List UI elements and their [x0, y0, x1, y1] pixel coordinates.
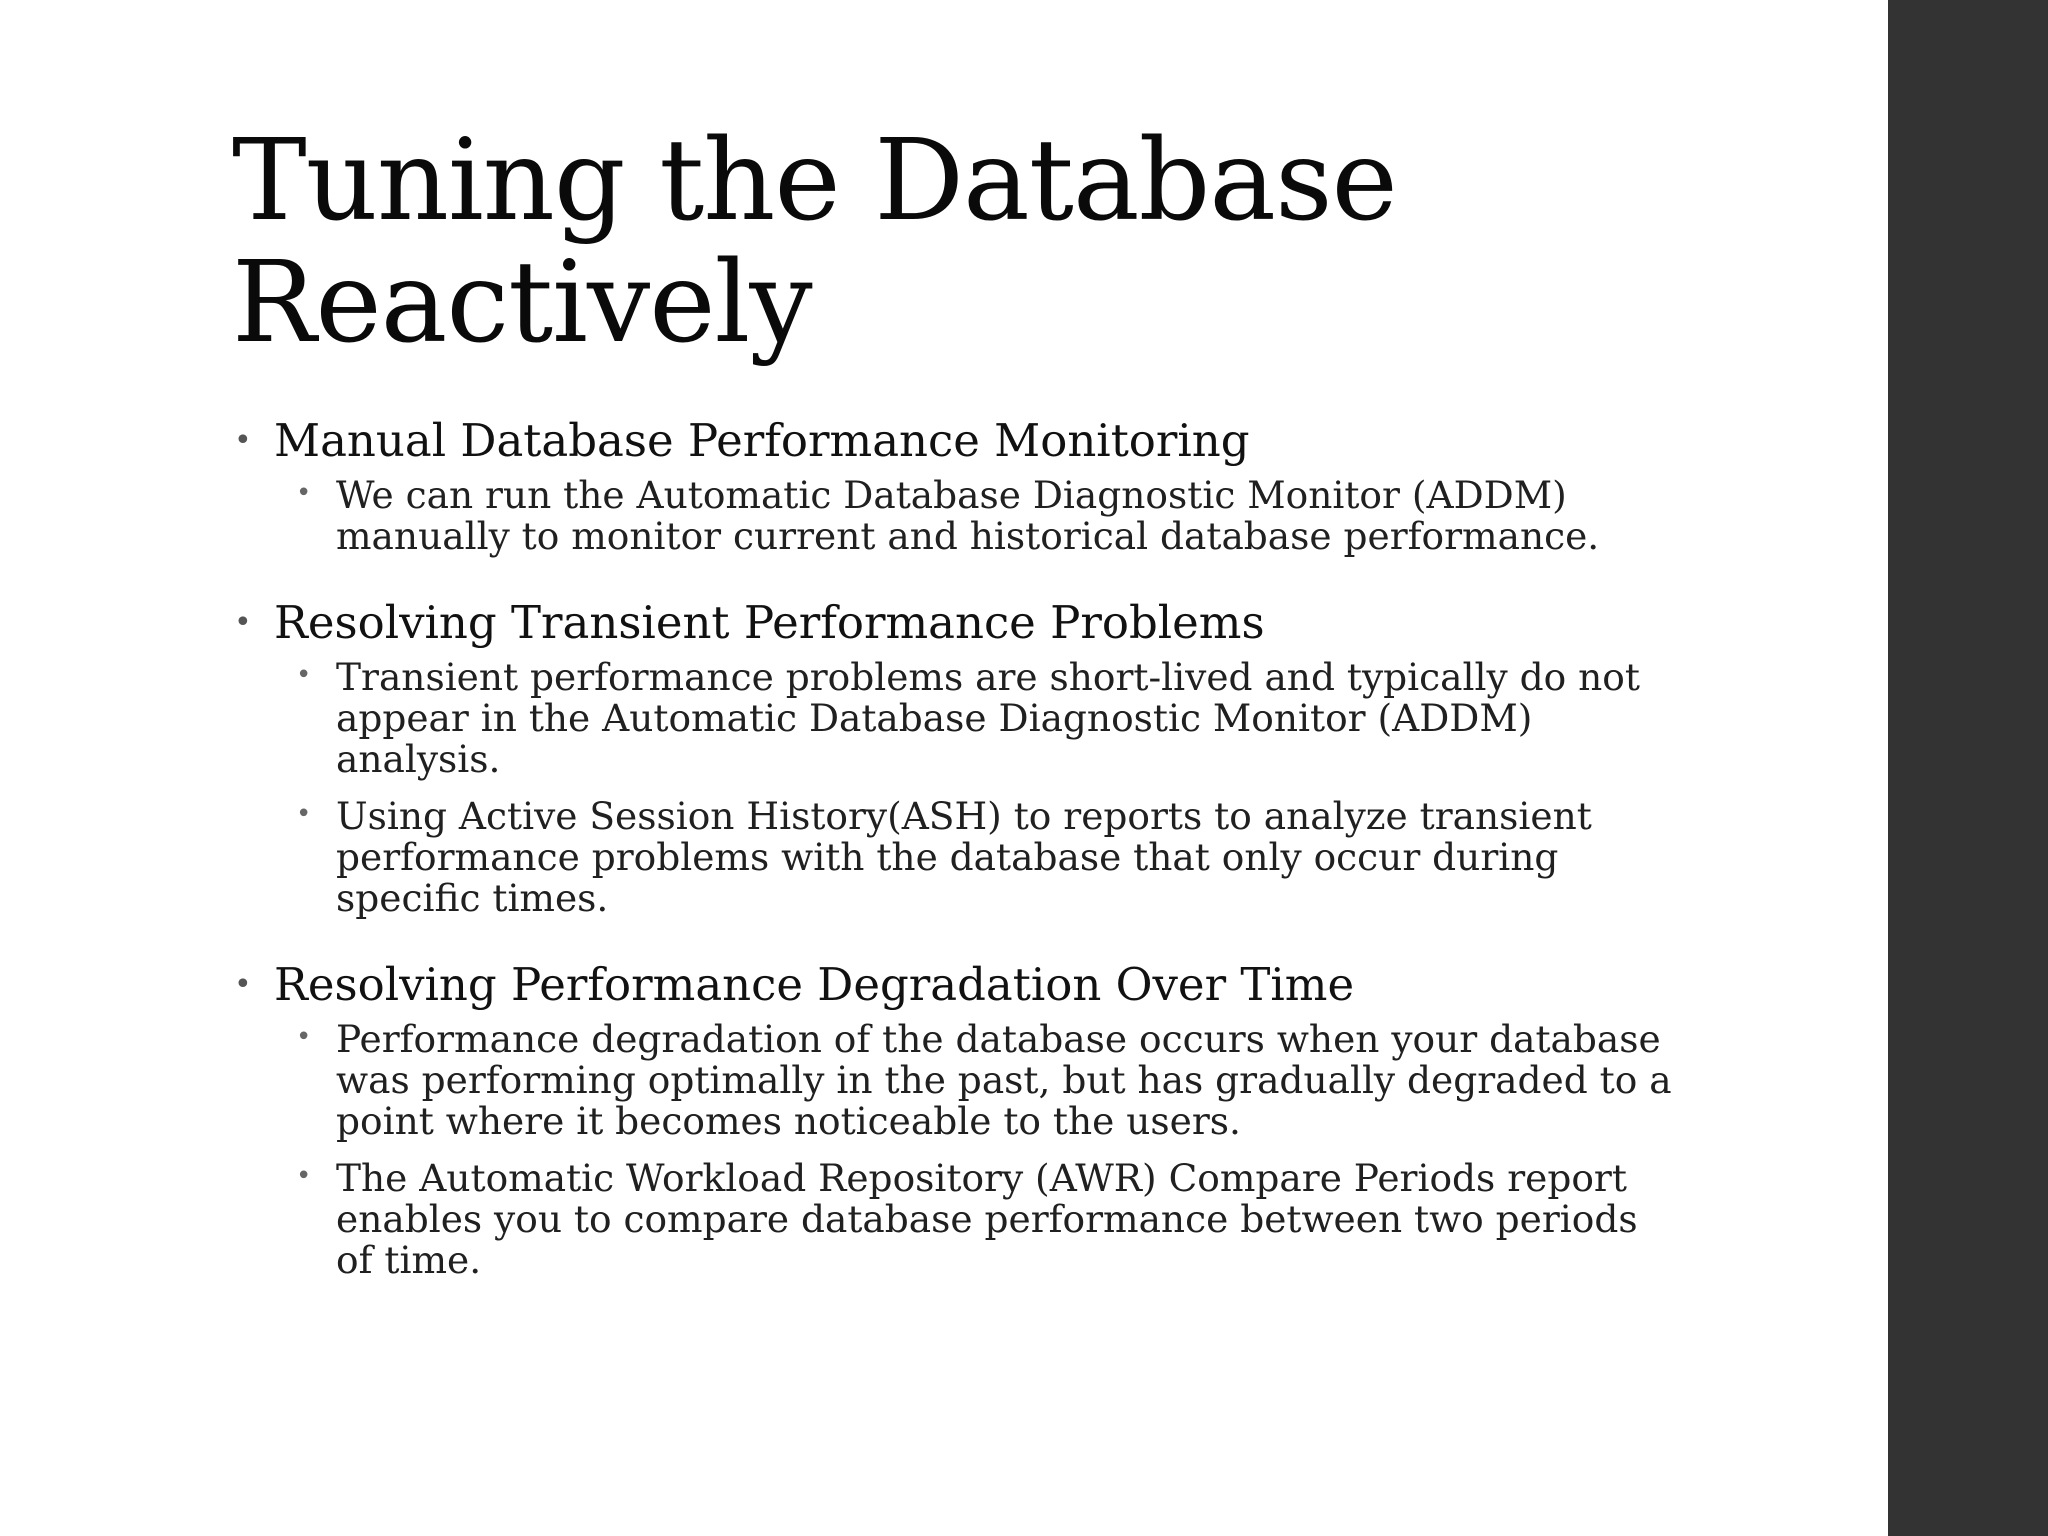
section-degradation-over-time [232, 959, 1672, 1281]
bullet-list [232, 415, 1672, 1321]
bullet-text: Using Active Session History(ASH) to reports to analyze transient performance problems with the database that only occur during specific times. [336, 794, 1592, 920]
slide-title-line-1: Tuning the Database [232, 116, 1397, 246]
bullet-level-1 [232, 959, 1672, 1011]
section-heading: Resolving Transient Performance Problems [274, 596, 1265, 649]
section-manual-monitoring [232, 415, 1672, 557]
slide-title-line-2: Reactively [232, 238, 812, 368]
bullet-icon: • [234, 967, 252, 1002]
bullet-level-2 [232, 475, 1672, 557]
bullet-icon: • [296, 799, 312, 829]
bullet-icon: • [296, 478, 312, 508]
bullet-text: Transient performance problems are short-lived and typically do not appear in the Automatic Database Diagnostic Monitor (ADDM) analysis. [336, 655, 1640, 781]
side-accent-bar [1888, 0, 2048, 1536]
section-heading: Manual Database Performance Monitoring [274, 414, 1250, 467]
bullet-icon: • [234, 423, 252, 458]
bullet-level-1 [232, 597, 1672, 649]
bullet-level-2 [232, 1019, 1672, 1142]
bullet-icon: • [296, 1161, 312, 1191]
slide-title [232, 116, 1732, 368]
section-heading: Resolving Performance Degradation Over Time [274, 958, 1355, 1011]
bullet-level-2 [232, 1158, 1672, 1281]
bullet-level-2 [232, 657, 1672, 780]
bullet-text: The Automatic Workload Repository (AWR) Compare Periods report enables you to compare database performance between two periods of time. [336, 1156, 1638, 1282]
bullet-icon: • [296, 660, 312, 690]
bullet-text: We can run the Automatic Database Diagnostic Monitor (ADDM) manually to monitor current and historical database performance. [336, 473, 1600, 558]
section-transient-problems [232, 597, 1672, 919]
bullet-icon: • [234, 605, 252, 640]
bullet-text: Performance degradation of the database occurs when your database was performing optimally in the past, but has gradually degraded to a point where it becomes noticeable to the users. [336, 1017, 1672, 1143]
bullet-level-2 [232, 796, 1672, 919]
bullet-level-1 [232, 415, 1672, 467]
bullet-icon: • [296, 1022, 312, 1052]
